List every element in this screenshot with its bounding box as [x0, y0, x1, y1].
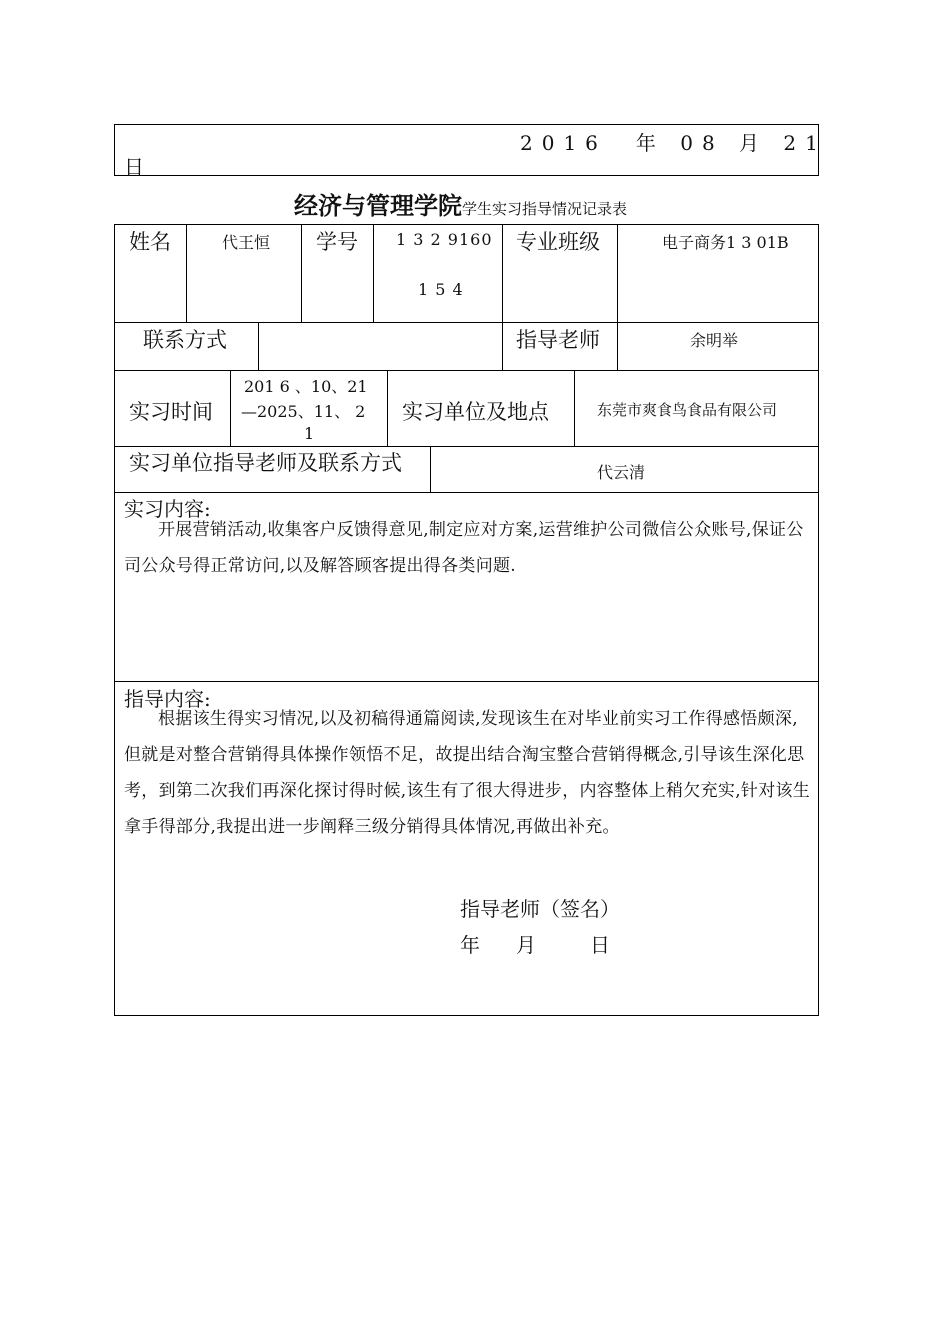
- col-divider: [230, 370, 231, 446]
- row-divider: [114, 370, 819, 371]
- internship-content-text: 开展营销活动,收集客户反馈得意见,制定应对方案,运营维护公司微信公众账号,保证公司公众号得正常访问,以及解答顾客提出得各类问题.: [124, 520, 804, 576]
- col-divider: [574, 370, 575, 446]
- internship-time-value: 201 6 、10、21: [244, 377, 368, 396]
- guidance-content-text: 根据该生得实习情况,以及初稿得通篇阅读,发现该生在对毕业前实习工作得感悟颇深,但就是对整合营销得具体操作领悟不足，故提出结合淘宝整合营销得概念,引导该生深化思考，到第二次我们再深化探讨得时候,该生有了很大得进步，内容整体上稍欠充实,针对该生拿手得部分,我提出进一步阐释三级分销得具体情况,再做出补充。: [124, 709, 811, 837]
- col-divider: [387, 370, 388, 446]
- internship-time-value-cont: —2025、11、 2: [241, 402, 366, 421]
- date-line: 2016 年 08 月 21: [520, 131, 827, 155]
- signature-date-year: 年: [460, 933, 480, 957]
- major-class-label: 专业班级: [516, 230, 600, 254]
- col-divider: [617, 224, 618, 370]
- row-divider: [114, 492, 819, 493]
- name-value: 代王恒: [222, 233, 271, 252]
- col-divider: [258, 322, 259, 370]
- unit-advisor-value: 代云清: [597, 463, 646, 482]
- unit-advisor-label: 实习单位指导老师及联系方式: [129, 451, 402, 475]
- internship-time-value-end: 1: [304, 424, 315, 443]
- col-divider: [186, 224, 187, 322]
- internship-place-value: 东莞市爽食鸟食品有限公司: [597, 401, 778, 419]
- signature-date-day: 日: [590, 933, 610, 957]
- guidance-content-label: 指导内容:: [124, 687, 211, 711]
- date-line-day-char: 日: [124, 155, 144, 179]
- student-id-value-cont: 1 5 4: [418, 280, 464, 299]
- col-divider: [430, 446, 431, 492]
- contact-label: 联系方式: [143, 328, 227, 352]
- title-form-name: 学生实习指导情况记录表: [462, 200, 628, 218]
- signature-date-month: 月: [516, 933, 536, 957]
- advisor-signature-label: 指导老师（签名）: [460, 897, 620, 921]
- col-divider: [373, 224, 374, 322]
- student-id-value: 1 3 2 9160: [396, 230, 493, 249]
- name-label: 姓名: [129, 230, 171, 254]
- internship-time-label: 实习时间: [129, 400, 213, 424]
- row-divider: [114, 681, 819, 682]
- advisor-value: 余明举: [690, 331, 739, 350]
- internship-place-label: 实习单位及地点: [402, 400, 549, 424]
- date-box: [114, 124, 827, 179]
- col-divider: [301, 224, 302, 322]
- title-college: 经济与管理学院: [294, 191, 462, 220]
- advisor-label: 指导老师: [516, 328, 600, 352]
- major-class-value: 电子商务1 3 01B: [662, 233, 789, 252]
- col-divider: [502, 224, 503, 370]
- row-divider: [114, 322, 819, 323]
- student-id-label: 学号: [316, 230, 358, 254]
- internship-content-label: 实习内容:: [124, 497, 211, 521]
- form-title: [294, 186, 627, 221]
